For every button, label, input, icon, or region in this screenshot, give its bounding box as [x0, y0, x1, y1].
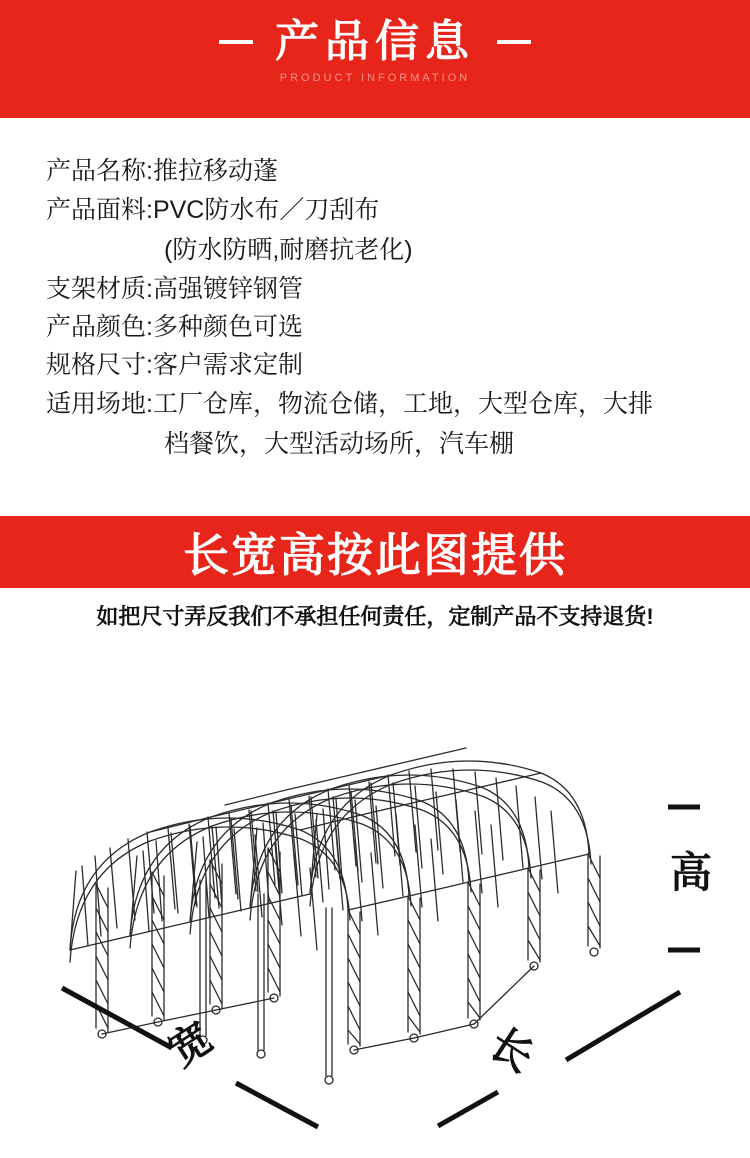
- spec-value-usage-cont: 档餐饮，大型活动场所，汽车棚: [164, 430, 515, 458]
- warning-text: 如把尺寸弄反我们不承担任何责任，定制产品不支持退货!: [96, 604, 654, 629]
- canopy-diagram: [0, 640, 750, 1140]
- header-banner: [0, 0, 750, 118]
- page-title: 产品信息: [275, 17, 475, 66]
- rule-right-decor: [497, 40, 531, 44]
- canopy-diagram-svg: [0, 640, 750, 1140]
- spec-row-fabric: [46, 190, 706, 270]
- spec-list: [46, 152, 706, 464]
- spec-value-size: 客户需求定制: [152, 351, 303, 379]
- header-title-row: [0, 18, 750, 66]
- spec-label-usage: 适用场地:: [46, 390, 153, 418]
- spec-label-color: 产品颜色:: [46, 313, 153, 341]
- spec-row-name: [46, 152, 706, 190]
- spec-value-fabric-note: (防水防晒,耐磨抗老化): [164, 236, 413, 264]
- spec-row-color: [46, 308, 706, 346]
- spec-row-frame: [46, 270, 706, 308]
- spec-label-name: 产品名称:: [46, 157, 153, 185]
- section-banner-title: 长宽高按此图提供: [183, 529, 567, 581]
- spec-value-name: 推拉移动蓬: [152, 157, 278, 185]
- spec-label-size: 规格尺寸:: [46, 351, 153, 379]
- spec-value-color: 多种颜色可选: [152, 313, 303, 341]
- spec-label-fabric: 产品面料:: [46, 196, 153, 224]
- spec-row-size: [46, 346, 706, 384]
- page-subtitle: PRODUCT INFORMATION: [279, 72, 471, 85]
- spec-value-fabric: PVC防水布／刀刮布: [152, 196, 380, 224]
- header-inner: [0, 18, 750, 84]
- spec-value-usage: 工厂仓库，物流仓储，工地，大型仓库，大排: [152, 390, 653, 418]
- spec-label-frame: 支架材质:: [46, 275, 153, 303]
- section-banner-dimensions: [0, 516, 750, 588]
- spec-row-usage: [46, 384, 706, 464]
- dimension-label-length: 长: [481, 1018, 543, 1082]
- rule-left-decor: [219, 40, 253, 44]
- dimension-label-width: 宽: [159, 1012, 221, 1076]
- dimension-label-height: 高: [669, 849, 712, 896]
- spec-value-frame: 高强镀锌钢管: [152, 275, 303, 303]
